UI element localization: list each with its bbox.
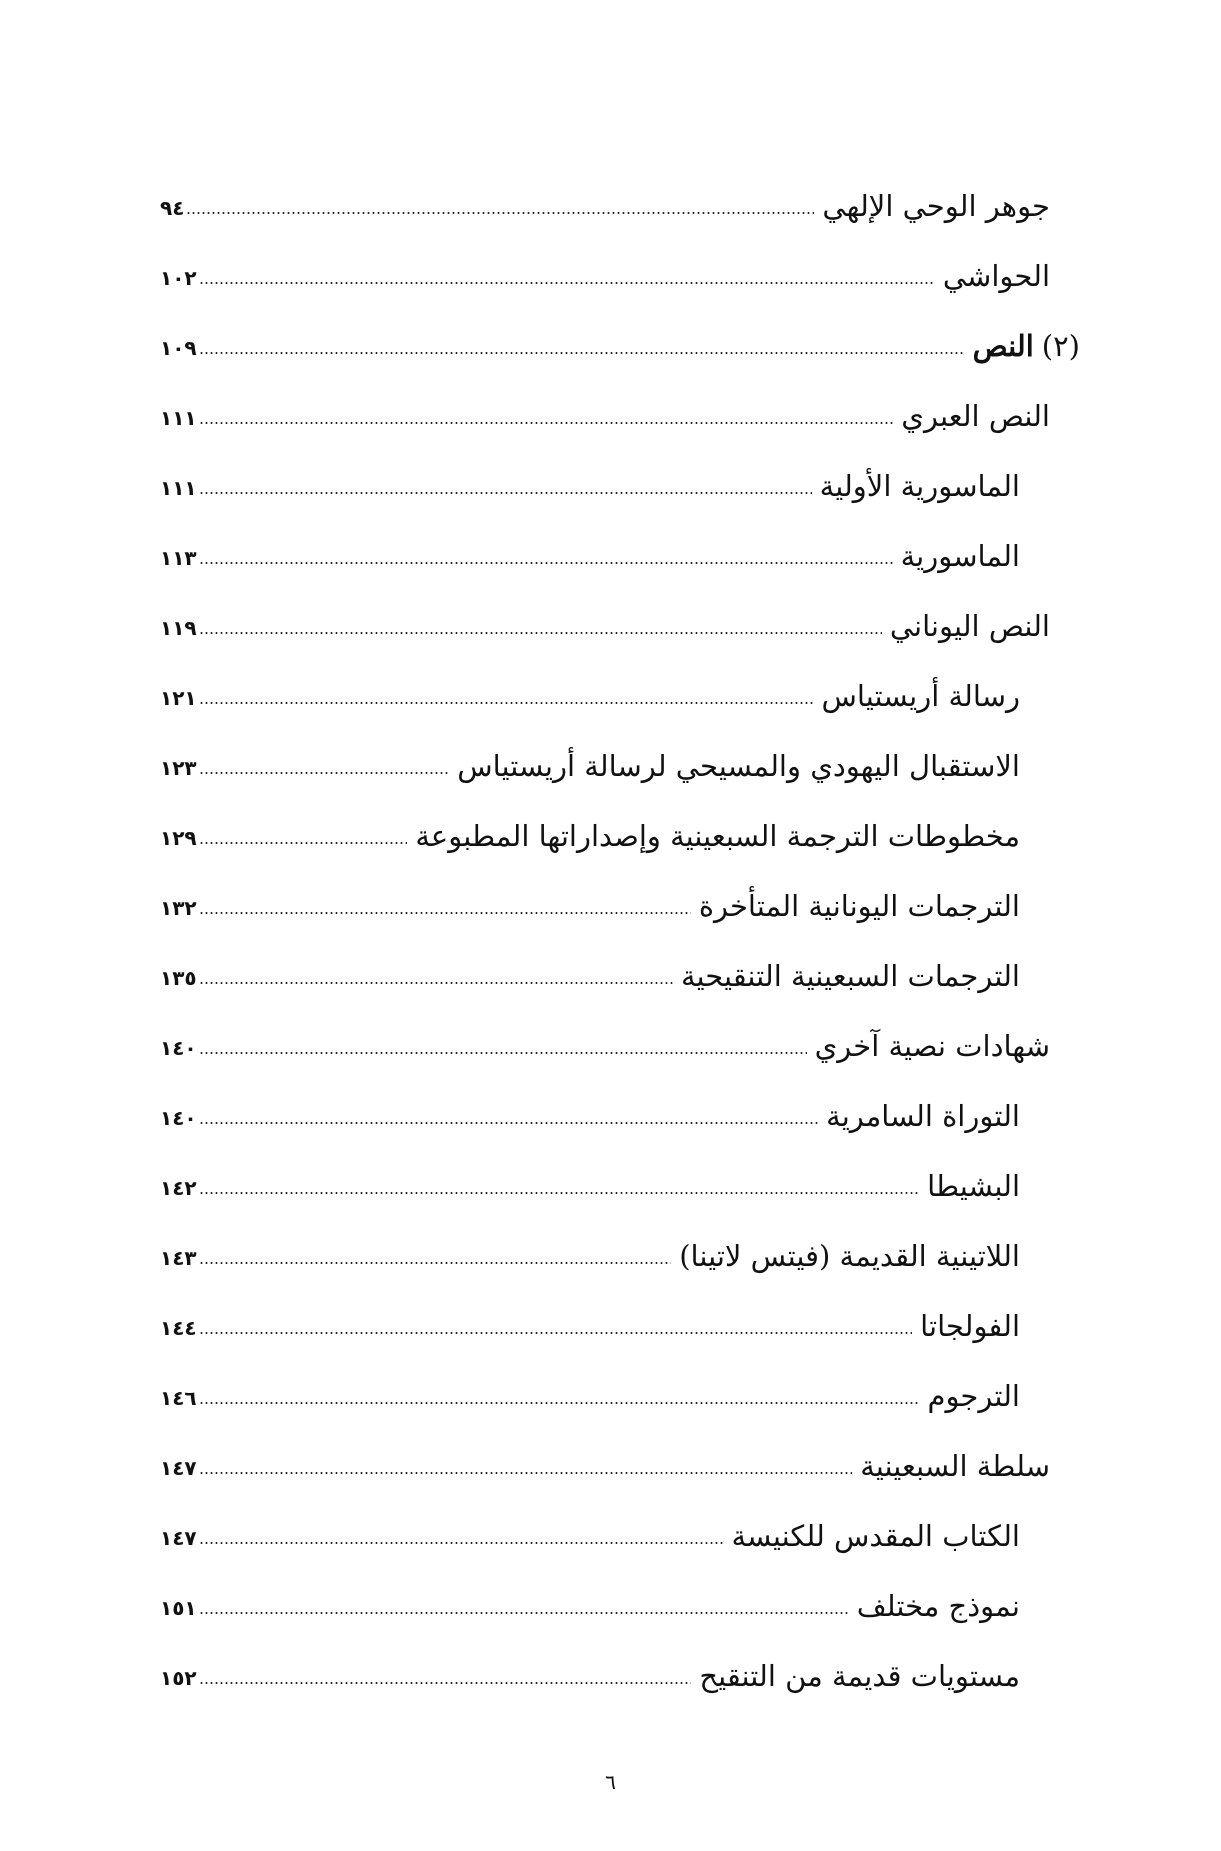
toc-entry-title: البشيطا xyxy=(927,1169,1020,1203)
toc-entry-page-number: ١٤٢ xyxy=(160,1176,197,1200)
toc-entry-page-number: ١٢٩ xyxy=(160,826,197,850)
toc-entry-title: رسالة أريستياس xyxy=(821,679,1020,713)
toc-entry-title: الترجوم xyxy=(927,1379,1020,1413)
dot-leader xyxy=(199,561,893,565)
table-of-contents xyxy=(160,165,1080,1705)
toc-entry-page-number: ١١٣ xyxy=(160,546,197,570)
toc-entry xyxy=(160,795,1080,865)
dot-leader xyxy=(199,1121,819,1125)
toc-entry xyxy=(160,1565,1080,1635)
dot-leader xyxy=(199,1681,692,1685)
toc-entry xyxy=(160,655,1080,725)
dot-leader xyxy=(199,701,814,705)
toc-entry xyxy=(160,375,1080,445)
dot-leader xyxy=(199,1401,920,1405)
dot-leader xyxy=(199,491,812,495)
toc-entry-title: الترجمات اليونانية المتأخرة xyxy=(698,889,1020,923)
toc-entry-page-number: ١٣٥ xyxy=(160,966,197,990)
dot-leader xyxy=(199,1051,807,1055)
dot-leader xyxy=(199,1191,919,1195)
toc-entry xyxy=(160,515,1080,585)
toc-entry xyxy=(160,1145,1080,1215)
toc-entry-title: سلطة السبعينية xyxy=(860,1449,1050,1483)
toc-entry-title: الماسورية الأولية xyxy=(819,469,1020,503)
toc-entry-number: (٢) xyxy=(1041,329,1080,363)
toc-entry xyxy=(160,235,1080,305)
toc-entry-title: التوراة السامرية xyxy=(826,1099,1020,1133)
dot-leader xyxy=(199,1331,913,1335)
dot-leader xyxy=(199,911,691,915)
toc-entry-page-number: ١٢١ xyxy=(160,686,197,710)
toc-entry-page-number: ١٥١ xyxy=(160,1596,197,1620)
toc-entry-title: شهادات نصية آخري xyxy=(814,1029,1050,1063)
toc-entry-title: نموذج مختلف xyxy=(856,1589,1020,1623)
toc-entry-title: مخطوطات الترجمة السبعينية وإصداراتها المطبوعة xyxy=(415,819,1020,853)
toc-entry xyxy=(160,1075,1080,1145)
toc-entry xyxy=(160,1005,1080,1075)
dot-leader xyxy=(199,1261,672,1265)
toc-entry-page-number: ١١١ xyxy=(160,406,197,430)
dot-leader xyxy=(199,421,894,425)
toc-entry-title: اللاتينية القديمة (فيتس لاتينا) xyxy=(679,1239,1020,1273)
toc-entry xyxy=(160,865,1080,935)
dot-leader xyxy=(199,1541,724,1545)
dot-leader xyxy=(199,281,935,285)
dot-leader xyxy=(186,211,814,215)
toc-entry xyxy=(160,165,1080,235)
toc-entry-title: النص اليوناني xyxy=(889,609,1050,643)
toc-entry-title: الفولجاتا xyxy=(920,1309,1020,1343)
toc-entry-page-number: ١١١ xyxy=(160,476,197,500)
toc-entry-page-number: ١٤٦ xyxy=(160,1386,197,1410)
toc-entry xyxy=(160,1355,1080,1425)
toc-entry-page-number: ١٤٧ xyxy=(160,1456,197,1480)
toc-entry-page-number: ١٠٩ xyxy=(160,336,197,360)
toc-entry-page-number: ١٤٧ xyxy=(160,1526,197,1550)
toc-entry xyxy=(160,1635,1080,1705)
toc-entry-page-number: ١٤٤ xyxy=(160,1316,197,1340)
page-number: ٦ xyxy=(605,1770,616,1794)
toc-entry-page-number: ١٢٣ xyxy=(160,756,197,780)
dot-leader xyxy=(199,1471,853,1475)
toc-entry-title: جوهر الوحي الإلهي xyxy=(822,189,1050,223)
toc-entry-title: الاستقبال اليهودي والمسيحي لرسالة أريستياس xyxy=(457,749,1020,783)
toc-entry-page-number: ١٤٣ xyxy=(160,1246,197,1270)
toc-entry-page-number: ١٥٢ xyxy=(160,1666,197,1690)
toc-entry xyxy=(160,1215,1080,1285)
toc-entry xyxy=(160,935,1080,1005)
toc-entry-title: النص xyxy=(972,329,1034,363)
dot-leader xyxy=(199,771,450,775)
dot-leader xyxy=(199,981,673,985)
toc-entry xyxy=(160,1495,1080,1565)
dot-leader xyxy=(199,841,408,845)
toc-entry xyxy=(160,1285,1080,1355)
toc-entry-title: الترجمات السبعينية التنقيحية xyxy=(680,959,1020,993)
toc-entry xyxy=(160,445,1080,515)
toc-entry-page-number: ١٤٠ xyxy=(160,1106,197,1130)
toc-entry-page-number: ١٣٢ xyxy=(160,896,197,920)
toc-entry-title: الحواشي xyxy=(942,259,1050,293)
toc-entry-title: مستويات قديمة من التنقيح xyxy=(699,1659,1020,1693)
toc-entry xyxy=(160,305,1080,375)
toc-entry-title: النص العبري xyxy=(901,399,1050,433)
toc-entry-page-number: ٩٤ xyxy=(160,196,185,220)
toc-entry-page-number: ١١٩ xyxy=(160,616,197,640)
toc-entry-page-number: ١٤٠ xyxy=(160,1036,197,1060)
toc-entry xyxy=(160,725,1080,795)
dot-leader xyxy=(199,351,965,355)
toc-entry-title: الكتاب المقدس للكنيسة xyxy=(731,1519,1020,1553)
toc-entry-title: الماسورية xyxy=(900,539,1020,573)
dot-leader xyxy=(199,631,882,635)
toc-entry xyxy=(160,585,1080,655)
toc-entry-page-number: ١٠٢ xyxy=(160,266,197,290)
toc-entry xyxy=(160,1425,1080,1495)
dot-leader xyxy=(199,1611,849,1615)
